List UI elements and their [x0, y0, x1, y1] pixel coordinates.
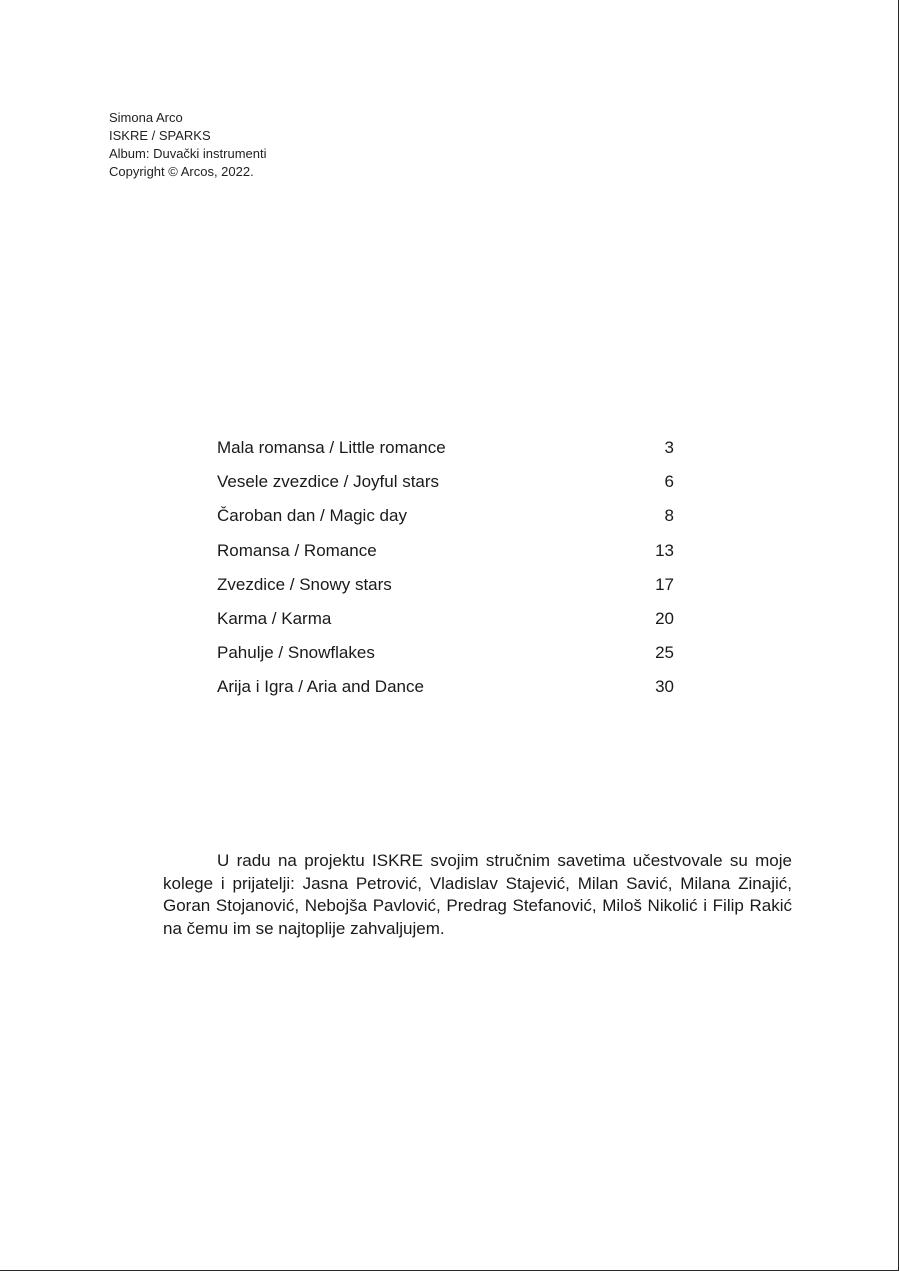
album-line: Album: Duvački instrumenti — [109, 146, 267, 161]
toc-entry-page: 13 — [655, 540, 674, 560]
table-of-contents — [217, 438, 674, 712]
author-name: Simona Arco — [109, 110, 183, 125]
toc-entry-title: Mala romansa / Little romance — [217, 438, 446, 457]
toc-entry — [217, 506, 674, 540]
toc-entry — [217, 677, 674, 711]
toc-entry-title: Vesele zvezdice / Joyful stars — [217, 472, 440, 492]
toc-entry-page: 6 — [664, 472, 674, 492]
toc-entry-page: 3 — [664, 438, 674, 457]
toc-entry — [217, 643, 674, 677]
toc-entry-page: 20 — [655, 608, 674, 628]
document-header — [109, 109, 267, 181]
toc-entry-title: Pahulje / Snowflakes — [217, 643, 375, 663]
toc-entry — [217, 541, 674, 575]
toc-entry-title: Romansa / Romance — [217, 540, 377, 560]
toc-entry-page: 8 — [664, 506, 674, 526]
toc-entry-title: Arija i Igra / Aria and Dance — [217, 677, 424, 697]
collection-title: ISKRE / SPARKS — [109, 128, 211, 143]
toc-entry — [217, 575, 674, 609]
toc-entry — [217, 438, 674, 472]
acknowledgement-paragraph: U radu na projektu ISKRE svojim stručnim savetima učestvovale su moje kolege i prijatelji: Jasna Petrović, Vladislav Stajević, Milan Savić, Milana Zinajić, Goran Stojanović, Nebojša Pavlović, Predrag Stefanović, Miloš Nikolić i Filip Rakić na čemu im se najtoplije zahvaljujem. — [163, 851, 792, 938]
toc-entry-page: 17 — [655, 574, 674, 594]
toc-entry — [217, 472, 674, 506]
toc-entry-page: 25 — [655, 643, 674, 663]
copyright-line: Copyright © Arcos, 2022. — [109, 164, 254, 179]
toc-entry — [217, 609, 674, 643]
toc-entry-page: 30 — [655, 677, 674, 697]
toc-entry-title: Čaroban dan / Magic day — [217, 506, 407, 526]
toc-entry-title: Zvezdice / Snowy stars — [217, 574, 392, 594]
toc-entry-title: Karma / Karma — [217, 608, 332, 628]
